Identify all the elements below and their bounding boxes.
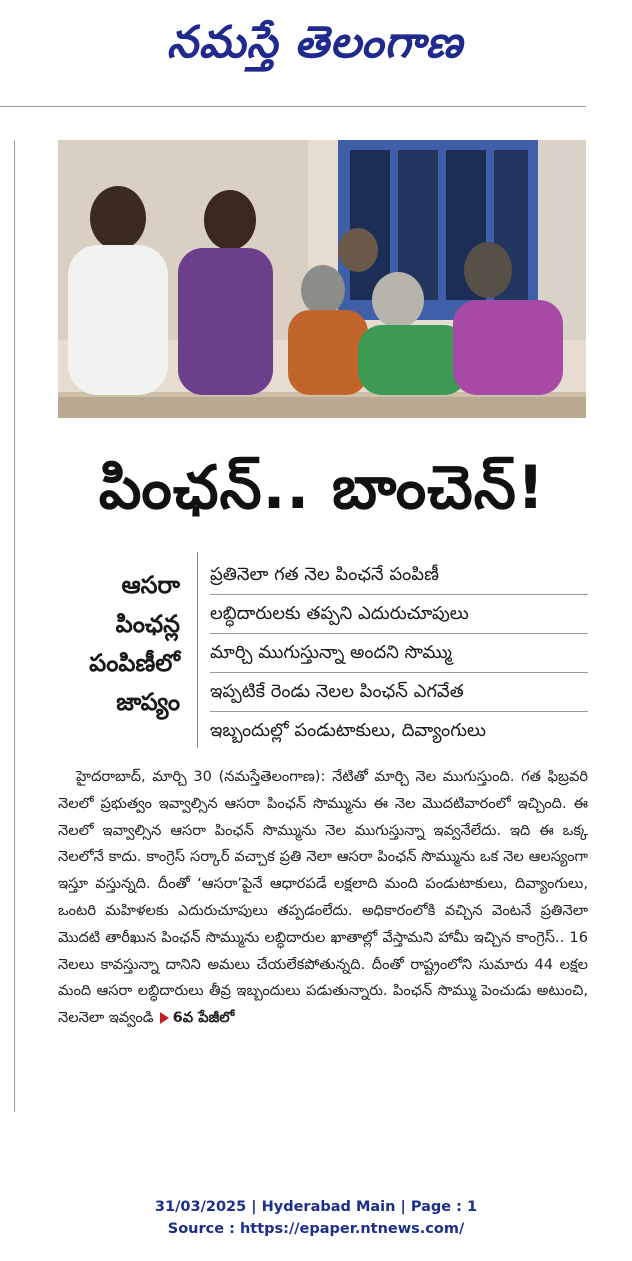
- deck-line: ప్రతినెలా గత నెల పింఛనే పంపిణీ: [210, 556, 588, 595]
- kicker-line: జాప్యం: [116, 688, 180, 716]
- kicker: [40, 566, 180, 722]
- deck: [210, 556, 588, 750]
- kicker-line: పంపిణీలో: [89, 649, 180, 677]
- continuation-link[interactable]: [154, 1009, 235, 1026]
- headline: పింఛన్.. బాంచెన్!: [98, 453, 546, 523]
- footer-edition: 31/03/2025 | Hyderabad Main | Page : 1: [154, 1199, 478, 1215]
- kicker-line: ఆసరా: [121, 571, 180, 599]
- body-text: హైదరాబాద్, మార్చి 30 (నమస్తేతెలంగాణ): నేటితో మార్చి నెల ముగుస్తుంది. గత ఫిబ్రవరి నెలలో ప్రభుత్వం ఇవ్వాల్సిన ఆసరా పింఛన్ సొమ్మును ఈ నెల మొదటివారంలో ఇచ్చింది. ఈ నెలలో ఇవ్వాల్సిన ఆసరా పింఛన్ సొమ్మును నెల ముగుస్తున్నా ఇవ్వనేలేదు. ఇది ఈ ఒక్క నెలలోనే కాదు. కాంగ్రెస్ సర్కార్ వచ్చాక ప్రతి నెలా ఆసరా పింఛన్ సొమ్మును ఒక నెల ఆలస్యంగా ఇస్తూ వస్తున్నది. దీంతో ‘ఆసరా’పైనే ఆధారపడే లక్షలాది మంది పండుటాకులు, దివ్యాంగులు, ఒంటరి మహిళలకు ఎదురుచూపులు తప్పడంలేదు. అధికారంలోకి వచ్చిన వెంటనే ప్రతినెలా మొదటి తారీఖున పింఛన్ సొమ్మును లబ్ధిదారుల ఖాతాల్లో వేస్తామని హామీ ఇచ్చిన కాంగ్రెస్.. 16 నెలలు కావస్తున్నా దానిని అమలు చేయలేకపోతున్నది. దీంతో రాష్ట్రంలోని సుమారు 44 లక్షల మంది ఆసరా లబ్ధిదారులు తీవ్ర ఇబ్బందులు పడుతున్నారు. పింఛన్ సొమ్ము పెంచుడు అటుంచి, నెలనెలా ఇవ్వండి: [58, 768, 588, 1027]
- deck-line: ఇప్పటికే రెండు నెలల పింఛన్ ఎగవేత: [210, 673, 588, 712]
- article-body: [58, 764, 588, 1032]
- footer-source: Source : https://epaper.ntnews.com/: [167, 1221, 465, 1237]
- masthead: [0, 0, 632, 105]
- deck-line: ఇబ్బందుల్లో పండుటాకులు, దివ్యాంగులు: [210, 720, 486, 741]
- arrow-right-icon: [160, 1012, 169, 1024]
- news-photo: [58, 140, 586, 418]
- continuation-label: 6వ పేజీలో: [172, 1009, 235, 1027]
- deck-line: మార్చి ముగుస్తున్నా అందని సొమ్ము: [210, 634, 588, 673]
- masthead-rule: [0, 106, 586, 107]
- deck-divider: [197, 552, 198, 748]
- body-paragraph: [58, 764, 588, 1032]
- kicker-line: పింఛన్ల: [115, 610, 180, 638]
- footer: [0, 1196, 632, 1240]
- deck-line: లబ్ధిదారులకు తప్పని ఎదురుచూపులు: [210, 595, 588, 634]
- newspaper-logo: నమస్తే తెలంగాణ: [166, 17, 464, 68]
- photo-illustration: [58, 140, 586, 418]
- column-rule: [14, 140, 15, 1112]
